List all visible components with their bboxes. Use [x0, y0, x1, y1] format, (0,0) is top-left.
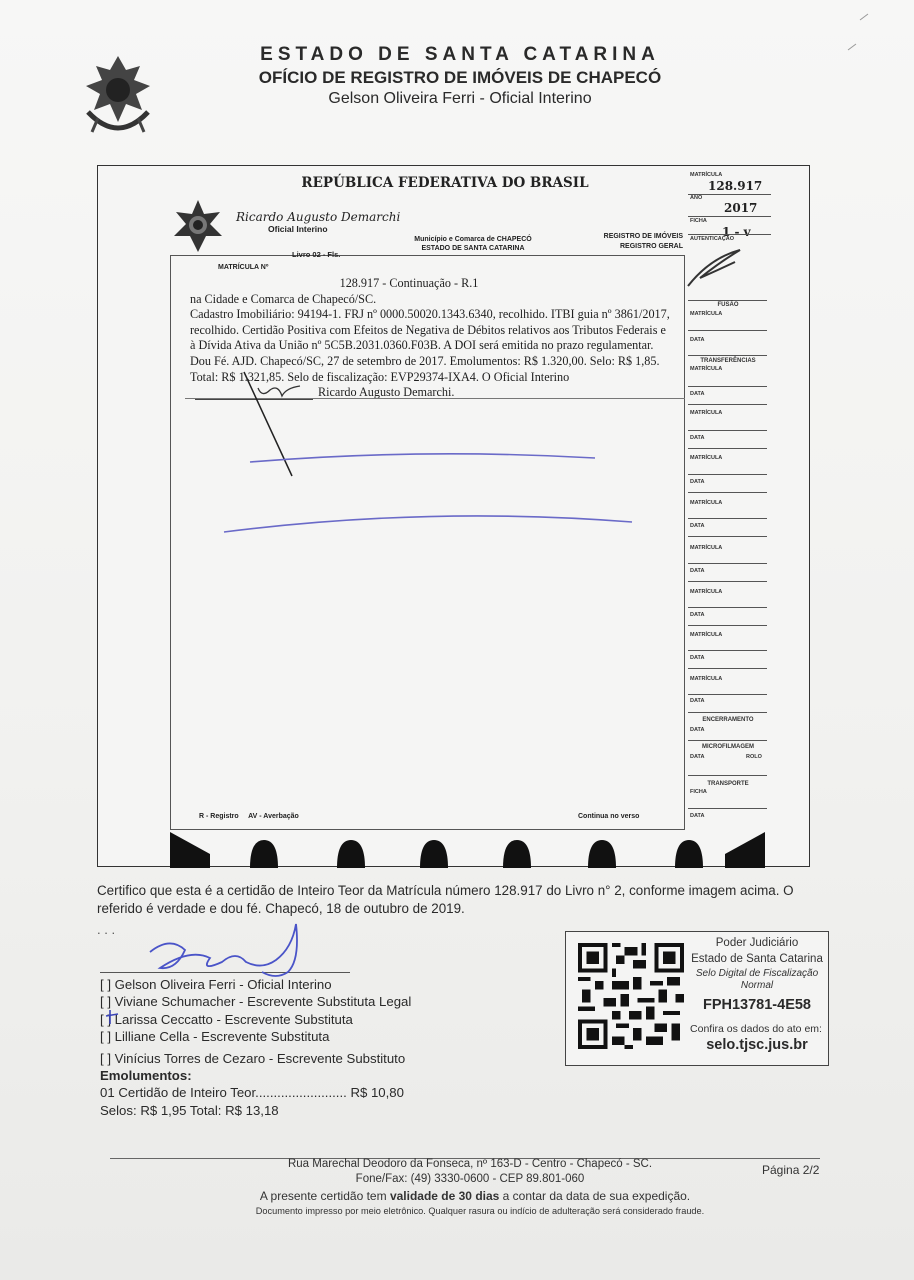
- republic-title: REPÚBLICA FEDERATIVA DO BRASIL: [301, 175, 589, 191]
- staff-item: [ ] Viviane Schumacher - Escrevente Substituta Legal: [100, 994, 412, 1010]
- brazil-coat-of-arms-icon: [170, 198, 226, 256]
- selos-line: Selos: R$ 1,95 Total: R$ 13,18: [100, 1102, 279, 1118]
- side-autenticacao-label: AUTENTICAÇÃO: [690, 236, 734, 242]
- side-ano-value: 2017: [724, 201, 758, 215]
- side-matricula-small: MATRÍCULA: [690, 545, 723, 551]
- emolumentos-line: 01 Certidão de Inteiro Teor......................... R$ 10,80: [100, 1085, 404, 1101]
- side-matricula-small: MATRÍCULA: [690, 311, 723, 317]
- side-matricula-small: MATRÍCULA: [690, 632, 723, 638]
- side-encerramento-heading: ENCERRAMENTO: [702, 717, 754, 723]
- side-data-small: DATA: [690, 813, 705, 819]
- scan-specks: [848, 14, 868, 50]
- side-data-small: DATA: [690, 337, 705, 343]
- side-matricula-label: MATRÍCULA: [690, 172, 723, 178]
- side-data-small: DATA: [690, 391, 705, 397]
- text-line: Cadastro Imobiliário: 94194-1. FRJ nº 0000.50020.1343.6340, recolhido. ITBI guia nº 3861/2017,: [190, 307, 670, 322]
- side-data-small: DATA: [690, 655, 705, 661]
- footer-notice: Documento impresso por meio eletrônico. Qualquer rasura ou indício de adulteração será considerado fraude.: [255, 1206, 705, 1216]
- header-officer: Gelson Oliveira Ferri - Oficial Interino: [328, 90, 592, 107]
- form-bottom-scallop: [170, 832, 765, 868]
- side-data-small: DATA: [690, 727, 705, 733]
- certificate-dots: . . .: [97, 922, 116, 937]
- seal-line3: Selo Digital de Fiscalização: [695, 968, 819, 979]
- side-matricula-small: MATRÍCULA: [690, 676, 723, 682]
- side-data-small: DATA: [690, 523, 705, 529]
- registry-body-text: [190, 276, 668, 385]
- staff-item: [ ] Lilliane Cella - Escrevente Substituta: [100, 1029, 330, 1045]
- staff-list: [100, 976, 411, 1119]
- signatory-role: Oficial Interino: [268, 224, 328, 234]
- emolumentos-title: Emolumentos:: [100, 1068, 192, 1084]
- registry-signer: Ricardo Augusto Demarchi.: [318, 385, 455, 399]
- side-matricula-small: MATRÍCULA: [690, 410, 723, 416]
- side-ficha-small: FICHA: [690, 789, 707, 795]
- matricula-label: MATRÍCULA Nº: [218, 264, 269, 271]
- side-transferencias-heading: TRANSFERÊNCIAS: [700, 358, 756, 364]
- page-number: Página 2/2: [762, 1163, 820, 1177]
- book-label: Livro 02 - Fls.: [292, 250, 341, 259]
- side-ficha-value: 1 - v: [722, 225, 751, 239]
- seal-site-link[interactable]: selo.tjsc.jus.br: [706, 1037, 808, 1053]
- side-rolo-label: ROLO: [746, 754, 762, 760]
- seal-confirm: Confira os dados do ato em:: [690, 1023, 822, 1035]
- signatory-name: Ricardo Augusto Demarchi: [236, 210, 401, 224]
- side-data-small: DATA: [690, 568, 705, 574]
- side-fusao-heading: FUSÃO: [717, 302, 739, 308]
- text-line: Dou Fé. AJD. Chapecó/SC, 27 de setembro de 2017. Emolumentos: R$ 1.320,00. Selo: R$ 1,85.: [190, 353, 660, 368]
- footer-validity: [120, 1189, 830, 1203]
- validity-bold: validade de 30 dias: [389, 1189, 500, 1203]
- registry-legend: R - Registro AV - Averbação: [199, 813, 299, 820]
- qr-code-icon[interactable]: [578, 943, 684, 1049]
- side-matricula-small: MATRÍCULA: [690, 455, 723, 461]
- side-matricula-value: 128.917: [708, 179, 763, 193]
- header-state: ESTADO DE SANTA CATARINA: [260, 44, 660, 65]
- text-line: na Cidade e Comarca de Chapecó/SC.: [190, 291, 377, 306]
- footer-address: Rua Marechal Deodoro da Fonseca, nº 163-D - Centro - Chapecó - SC.: [287, 1158, 653, 1170]
- text-line: Total: R$ 1.321,85. Selo de fiscalização: EVP29374-IXA4. O Oficial Interino: [190, 369, 570, 384]
- seal-line1: Poder Judiciário: [715, 937, 799, 949]
- side-data-small: DATA: [690, 698, 705, 704]
- seal-line2: Estado de Santa Catarina: [691, 953, 823, 965]
- text-separator: [185, 398, 685, 399]
- staff-item: [ ] Vinícius Torres de Cezaro - Escrevente Substituto: [100, 1050, 406, 1066]
- staff-item: [ ] Gelson Oliveira Ferri - Oficial Interino: [100, 977, 332, 992]
- registry-line1: REGISTRO DE IMÓVEIS: [603, 233, 683, 240]
- side-data-small: DATA: [690, 612, 705, 618]
- certificate-text: Certifico que esta é a certidão de Inteiro Teor da Matrícula número 128.917 do Livro n° 2, conforme imagem acima. O referido é verdade e dou fé. Chapecó, 18 de outubro de 2019.: [97, 883, 794, 916]
- side-matricula-small: MATRÍCULA: [690, 500, 723, 506]
- side-matricula-small: MATRÍCULA: [690, 366, 723, 372]
- footer-phone: Fone/Fax: (49) 3330-0600 - CEP 89.801-060: [355, 1173, 585, 1185]
- side-microfilmagem-heading: MICROFILMAGEM: [702, 744, 754, 750]
- side-ficha-label: FICHA: [690, 218, 707, 224]
- text-line: à Dívida Ativa da União nº 5C5B.2031.0360.F03B. A DOI será emitida no prazo regulamentar.: [190, 338, 654, 353]
- text-line: recolhido. Certidão Positiva com Efeitos de Negativa de Débitos relativos aos Tributos Federais e: [190, 322, 666, 337]
- registry-line2: REGISTRO GERAL: [619, 243, 683, 250]
- continuation-heading: 128.917 - Continuação - R.1: [339, 276, 479, 290]
- header-office: OFÍCIO DE REGISTRO DE IMÓVEIS DE CHAPECÓ: [258, 68, 662, 87]
- side-data-small: DATA: [690, 479, 705, 485]
- side-data-small: DATA: [690, 754, 705, 760]
- side-data-small: DATA: [690, 435, 705, 441]
- side-transporte-heading: TRANSPORTE: [707, 781, 749, 787]
- validity-pre: A presente certidão tem: [259, 1189, 387, 1203]
- seal-line4: Normal: [740, 980, 774, 991]
- certificate-signature-line: [100, 972, 350, 973]
- validity-post: a contar da data de sua expedição.: [502, 1189, 691, 1203]
- side-matricula-small: MATRÍCULA: [690, 589, 723, 595]
- signature-line: [195, 399, 313, 400]
- municipality-line1: Município e Comarca de CHAPECÓ: [414, 236, 532, 243]
- continues-label: Continua no verso: [578, 813, 640, 820]
- staff-item: [ ] Larissa Ceccatto - Escrevente Substituta: [100, 1011, 353, 1027]
- state-coat-of-arms-icon: [78, 52, 158, 136]
- side-ano-label: ANO: [690, 195, 703, 201]
- municipality-line2: ESTADO DE SANTA CATARINA: [421, 245, 525, 252]
- certificate-signature: [150, 924, 297, 976]
- seal-code: FPH13781-4E58: [702, 997, 811, 1013]
